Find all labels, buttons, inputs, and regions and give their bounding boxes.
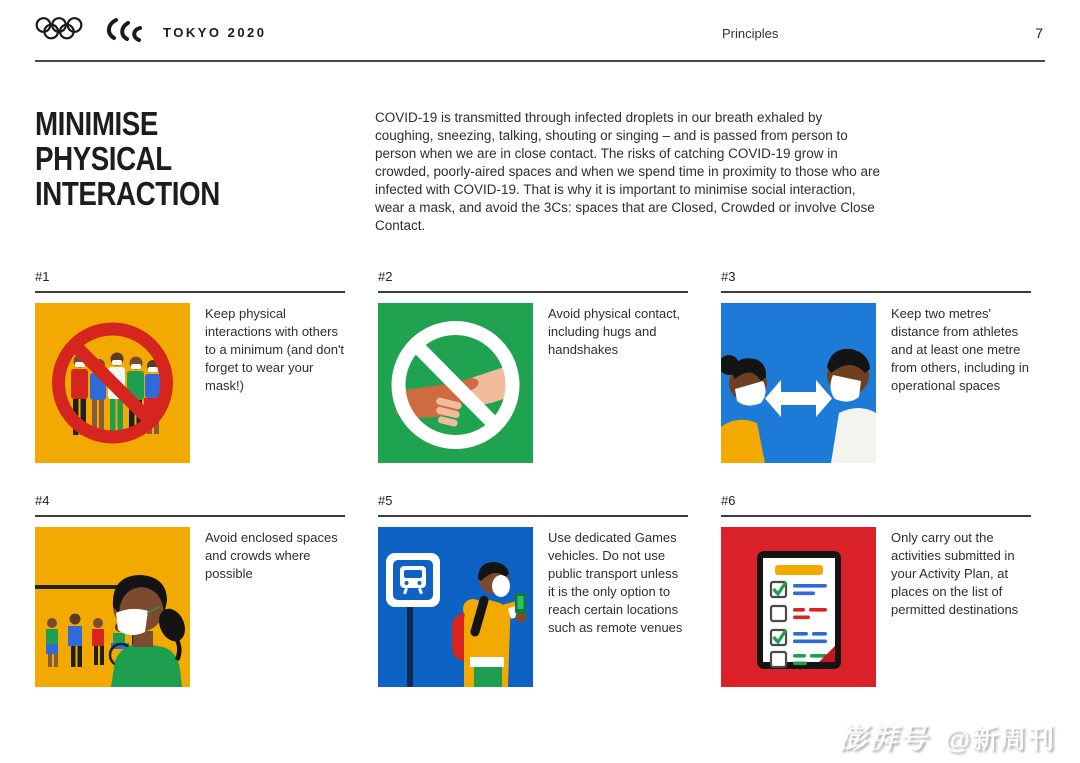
no-group-gathering-illustration xyxy=(35,303,190,463)
principle-number: #2 xyxy=(378,269,393,284)
principle-caption: Avoid enclosed spaces and crowds where possible xyxy=(205,530,338,581)
divider xyxy=(378,515,688,517)
principle-card-3 xyxy=(721,269,1031,463)
watermark-account: @新周刊 xyxy=(944,724,1056,754)
principle-caption: Use dedicated Games vehicles. Do not use public transport unless it is the only option to reach certain locations such as remote venues xyxy=(548,530,683,635)
watermark-platform: 澎湃号 xyxy=(838,723,929,754)
intro-section xyxy=(35,106,1045,235)
watermark xyxy=(839,717,1056,757)
principle-number: #1 xyxy=(35,269,50,284)
no-public-transport-illustration xyxy=(378,527,533,687)
two-metre-distance-illustration xyxy=(721,303,876,463)
intro-paragraph: COVID-19 is transmitted through infected droplets in our breath exhaled by coughing, sneezing, talking, shouting or singing – and is passed from person to person when we are in close contact. The risks of catching COVID-19 grow in crowded, poorly-aired spaces and when we spend time in proximity to those who are infected with COVID-19. That is why it is important to minimise social interaction, wear a mask, and avoid the 3Cs: spaces that are Closed, Crowded or involve Close Contact. xyxy=(375,110,881,233)
divider xyxy=(721,291,1031,293)
principle-caption: Keep two metres' distance from athletes and at least one metre from others, including in operational spaces xyxy=(891,306,1030,393)
principle-card-5 xyxy=(378,493,688,687)
divider xyxy=(35,291,345,293)
activity-plan-checklist-illustration xyxy=(721,527,876,687)
principle-caption: Only carry out the activities submitted in your Activity Plan, at places on the list of permitted destinations xyxy=(891,530,1019,617)
principles-grid xyxy=(35,269,1045,687)
principle-number: #3 xyxy=(721,269,736,284)
page-title-line: PHYSICAL xyxy=(35,140,172,177)
page-header xyxy=(35,0,1045,62)
olympic-rings-icon xyxy=(35,15,83,50)
principle-number: #6 xyxy=(721,493,736,508)
divider xyxy=(35,515,345,517)
principle-caption: Avoid physical contact, including hugs and handshakes xyxy=(548,306,680,357)
principle-card-6 xyxy=(721,493,1031,687)
principle-number: #5 xyxy=(378,493,393,508)
no-handshake-illustration xyxy=(378,303,533,463)
principle-number: #4 xyxy=(35,493,50,508)
paralympic-agitos-icon xyxy=(103,15,143,50)
principle-caption: Keep physical interactions with others to a minimum (and don't forget to wear your mask!) xyxy=(205,306,345,393)
divider xyxy=(378,291,688,293)
page-title-line: INTERACTION xyxy=(35,175,220,212)
principle-card-2 xyxy=(378,269,688,463)
page-number: 7 xyxy=(1035,25,1043,41)
page-title xyxy=(35,106,375,235)
principle-card-1 xyxy=(35,269,345,463)
avoid-enclosed-spaces-illustration xyxy=(35,527,190,687)
brand-title: TOKYO 2020 xyxy=(163,24,267,40)
principle-card-4 xyxy=(35,493,345,687)
brand-group xyxy=(35,11,267,50)
page-title-line: MINIMISE xyxy=(35,105,158,142)
section-label: Principles xyxy=(722,26,779,41)
divider xyxy=(721,515,1031,517)
